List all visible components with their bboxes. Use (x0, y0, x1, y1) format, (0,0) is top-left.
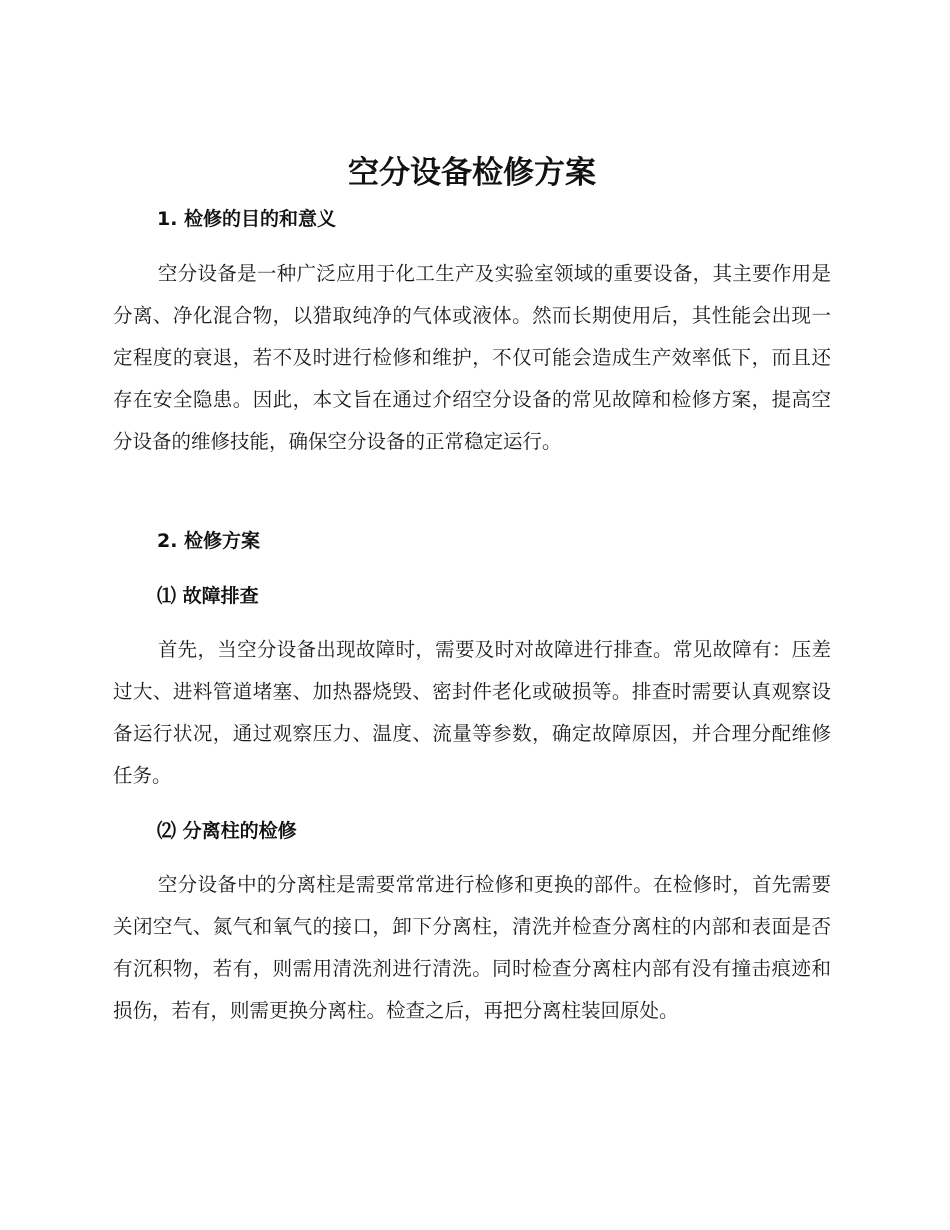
section-heading-plan: 2. 检修方案 (157, 530, 261, 552)
section-paragraph-purpose: 空分设备是一种广泛应用于化工生产及实验室领域的重要设备，其主要作用是分离、净化混合物，以猎取纯净的气体或液体。然而长期使用后，其性能会出现一定程度的衰退，若不及时进行检修和维护，不仅可能会造成生产效率低下，而且还存在安全隐患。因此，本文旨在通过介绍空分设备的常见故障和检修方案，提高空分设备的维修技能，确保空分设备的正常稳定运行。 (113, 262, 831, 453)
section-paragraph-column-repair: 空分设备中的分离柱是需要常常进行检修和更换的部件。在检修时，首先需要关闭空气、氮气和氧气的接口，卸下分离柱，清洗并检查分离柱的内部和表面是否有沉积物，若有，则需用清洗剂进行清洗。同时检查分离柱内部有没有撞击痕迹和损伤，若有，则需更换分离柱。检查之后，再把分离柱装回原处。 (113, 873, 831, 1022)
document-title: 空分设备检修方案 (348, 155, 596, 191)
section-heading-purpose: 1. 检修的目的和意义 (157, 208, 337, 230)
section-heading-fault-check: ⑴ 故障排查 (157, 585, 259, 607)
section-paragraph-fault-check: 首先，当空分设备出现故障时，需要及时对故障进行排查。常见故障有：压差过大、进料管道堵塞、加热器烧毁、密封件老化或破损等。排查时需要认真观察设备运行状况，通过观察压力、温度、流量等参数，确定故障原因，并合理分配维修任务。 (113, 638, 831, 787)
section-heading-column-repair: ⑵ 分离柱的检修 (157, 820, 297, 842)
